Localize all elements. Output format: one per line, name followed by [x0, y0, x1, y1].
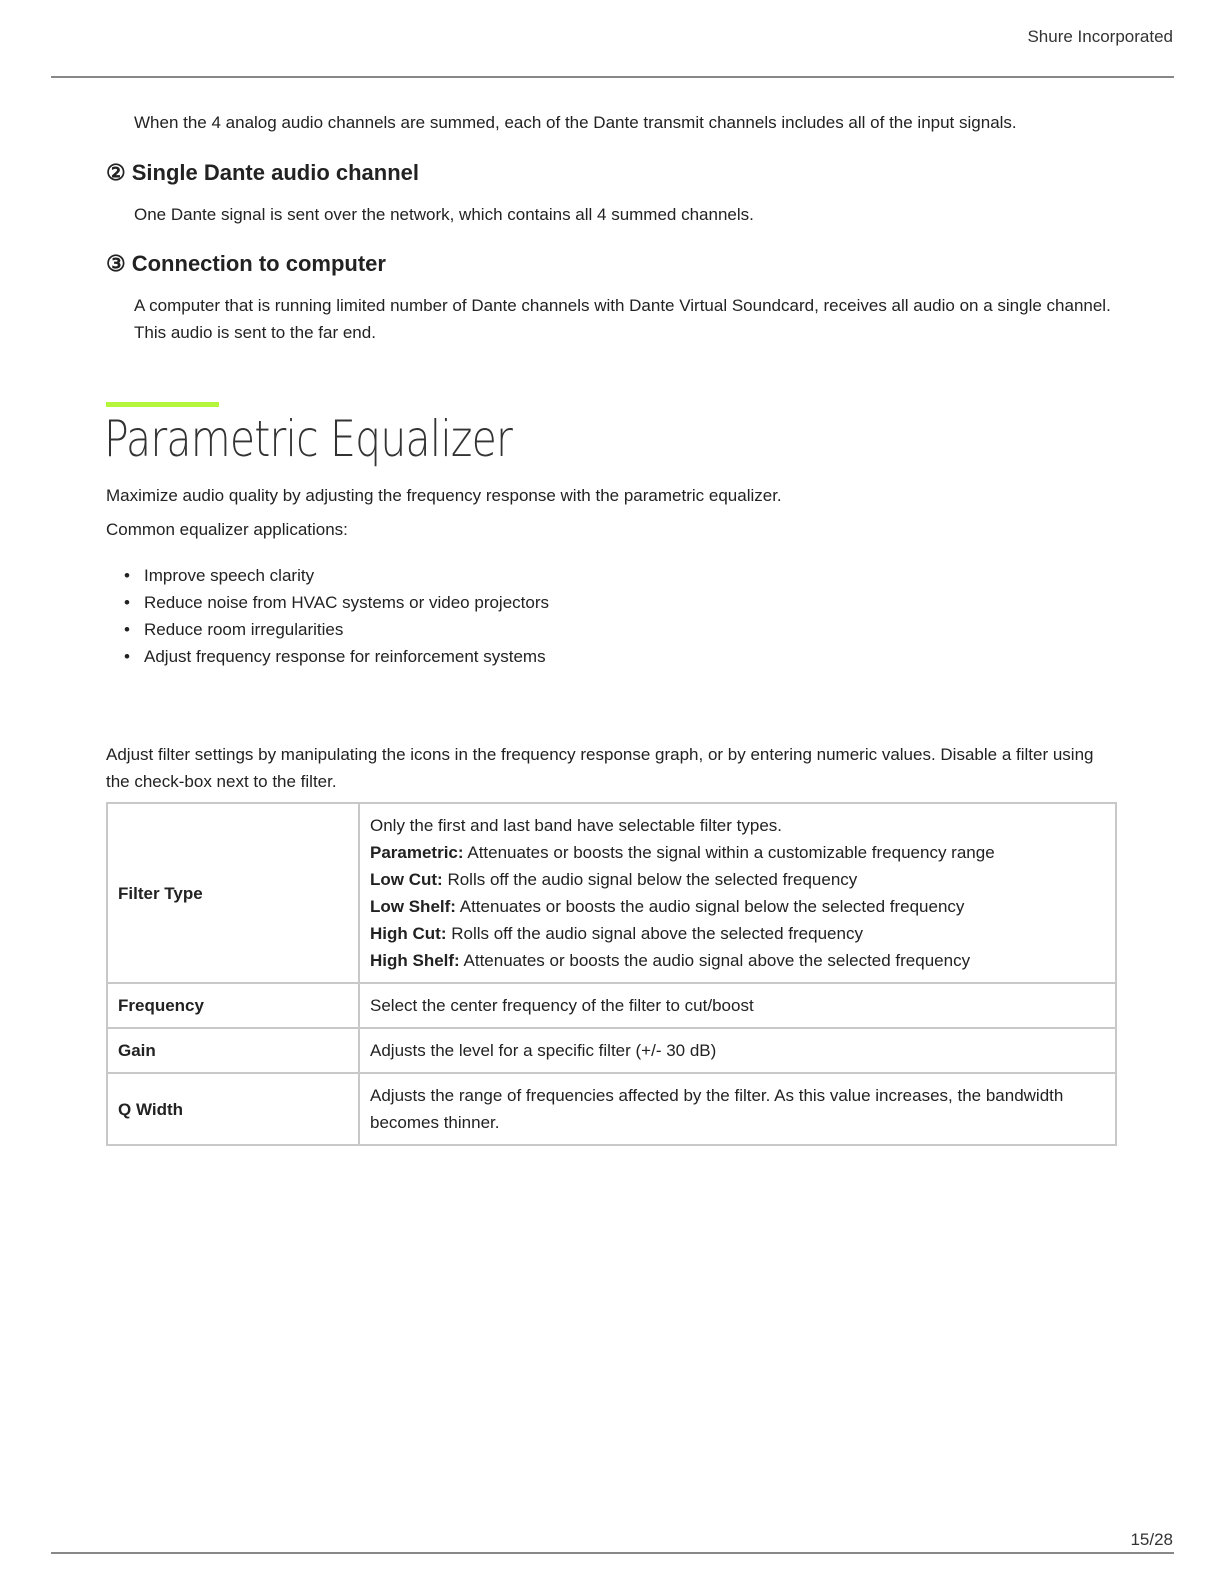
table-cell-label: Q Width — [107, 1073, 359, 1145]
section-accent-bar — [106, 402, 219, 407]
filter-type-line: Low Shelf: Attenuates or boosts the audio signal below the selected frequency — [370, 897, 965, 916]
footer-divider — [51, 1552, 1174, 1554]
table-cell-description: Adjusts the range of frequencies affected by the filter. As this value increases, the bandwidth becomes thinner. — [359, 1073, 1116, 1145]
filter-type-line: High Cut: Rolls off the audio signal above the selected frequency — [370, 924, 863, 943]
item-number: ② — [106, 160, 126, 185]
filter-type-intro: Only the first and last band have selectable filter types. — [370, 816, 783, 835]
section-lead: Maximize audio quality by adjusting the frequency response with the parametric equalizer. — [106, 486, 782, 505]
table-cell-description — [359, 803, 1116, 983]
filter-settings-table — [106, 802, 1117, 1146]
table-cell-description: Select the center frequency of the filter to cut/boost — [359, 983, 1116, 1028]
table-cell-label: Filter Type — [107, 803, 359, 983]
table-row — [107, 1073, 1116, 1145]
filter-type-line: Parametric: Attenuates or boosts the signal within a customizable frequency range — [370, 843, 995, 862]
list-item: • Reduce room irregularities — [124, 620, 344, 639]
header-divider — [51, 76, 1174, 78]
table-cell-label: Gain — [107, 1028, 359, 1073]
list-item: • Improve speech clarity — [124, 566, 315, 585]
table-cell-label: Frequency — [107, 983, 359, 1028]
item-title: Single Dante audio channel — [131, 160, 420, 185]
filter-type-line: High Shelf: Attenuates or boosts the audio signal above the selected frequency — [370, 951, 971, 970]
table-row — [107, 1028, 1116, 1073]
table-cell-description: Adjusts the level for a specific filter (+/- 30 dB) — [359, 1028, 1116, 1073]
list-item: • Adjust frequency response for reinforcement systems — [124, 647, 546, 666]
item-number: ③ — [106, 251, 126, 276]
section-title: Parametric Equalizer — [104, 410, 513, 468]
header-company-name: Shure Incorporated — [1027, 27, 1173, 46]
table-row — [107, 803, 1116, 983]
filter-type-line: Low Cut: Rolls off the audio signal below the selected frequency — [370, 870, 858, 889]
item-title: Connection to computer — [131, 251, 386, 276]
item-paragraph-connection-computer: A computer that is running limited number of Dante channels with Dante Virtual Soundcard, receives all audio on a single channel. This audio is sent to the far end. — [134, 296, 1111, 342]
list-item: • Reduce noise from HVAC systems or video projectors — [124, 593, 550, 612]
adjust-paragraph: Adjust filter settings by manipulating the icons in the frequency response graph, or by entering numeric values. Disable a filter using the check-box next to the filter. — [106, 745, 1094, 791]
intro-paragraph: When the 4 analog audio channels are summed, each of the Dante transmit channels includes all of the input signals. — [134, 113, 1017, 132]
page-number: 15/28 — [1130, 1530, 1173, 1549]
table-row — [107, 983, 1116, 1028]
applications-list — [106, 562, 549, 670]
item-paragraph-single-dante: One Dante signal is sent over the network, which contains all 4 summed channels. — [134, 205, 754, 224]
applications-label: Common equalizer applications: — [106, 520, 348, 539]
item-heading-single-dante — [106, 160, 419, 186]
item-heading-connection-computer — [106, 251, 386, 277]
